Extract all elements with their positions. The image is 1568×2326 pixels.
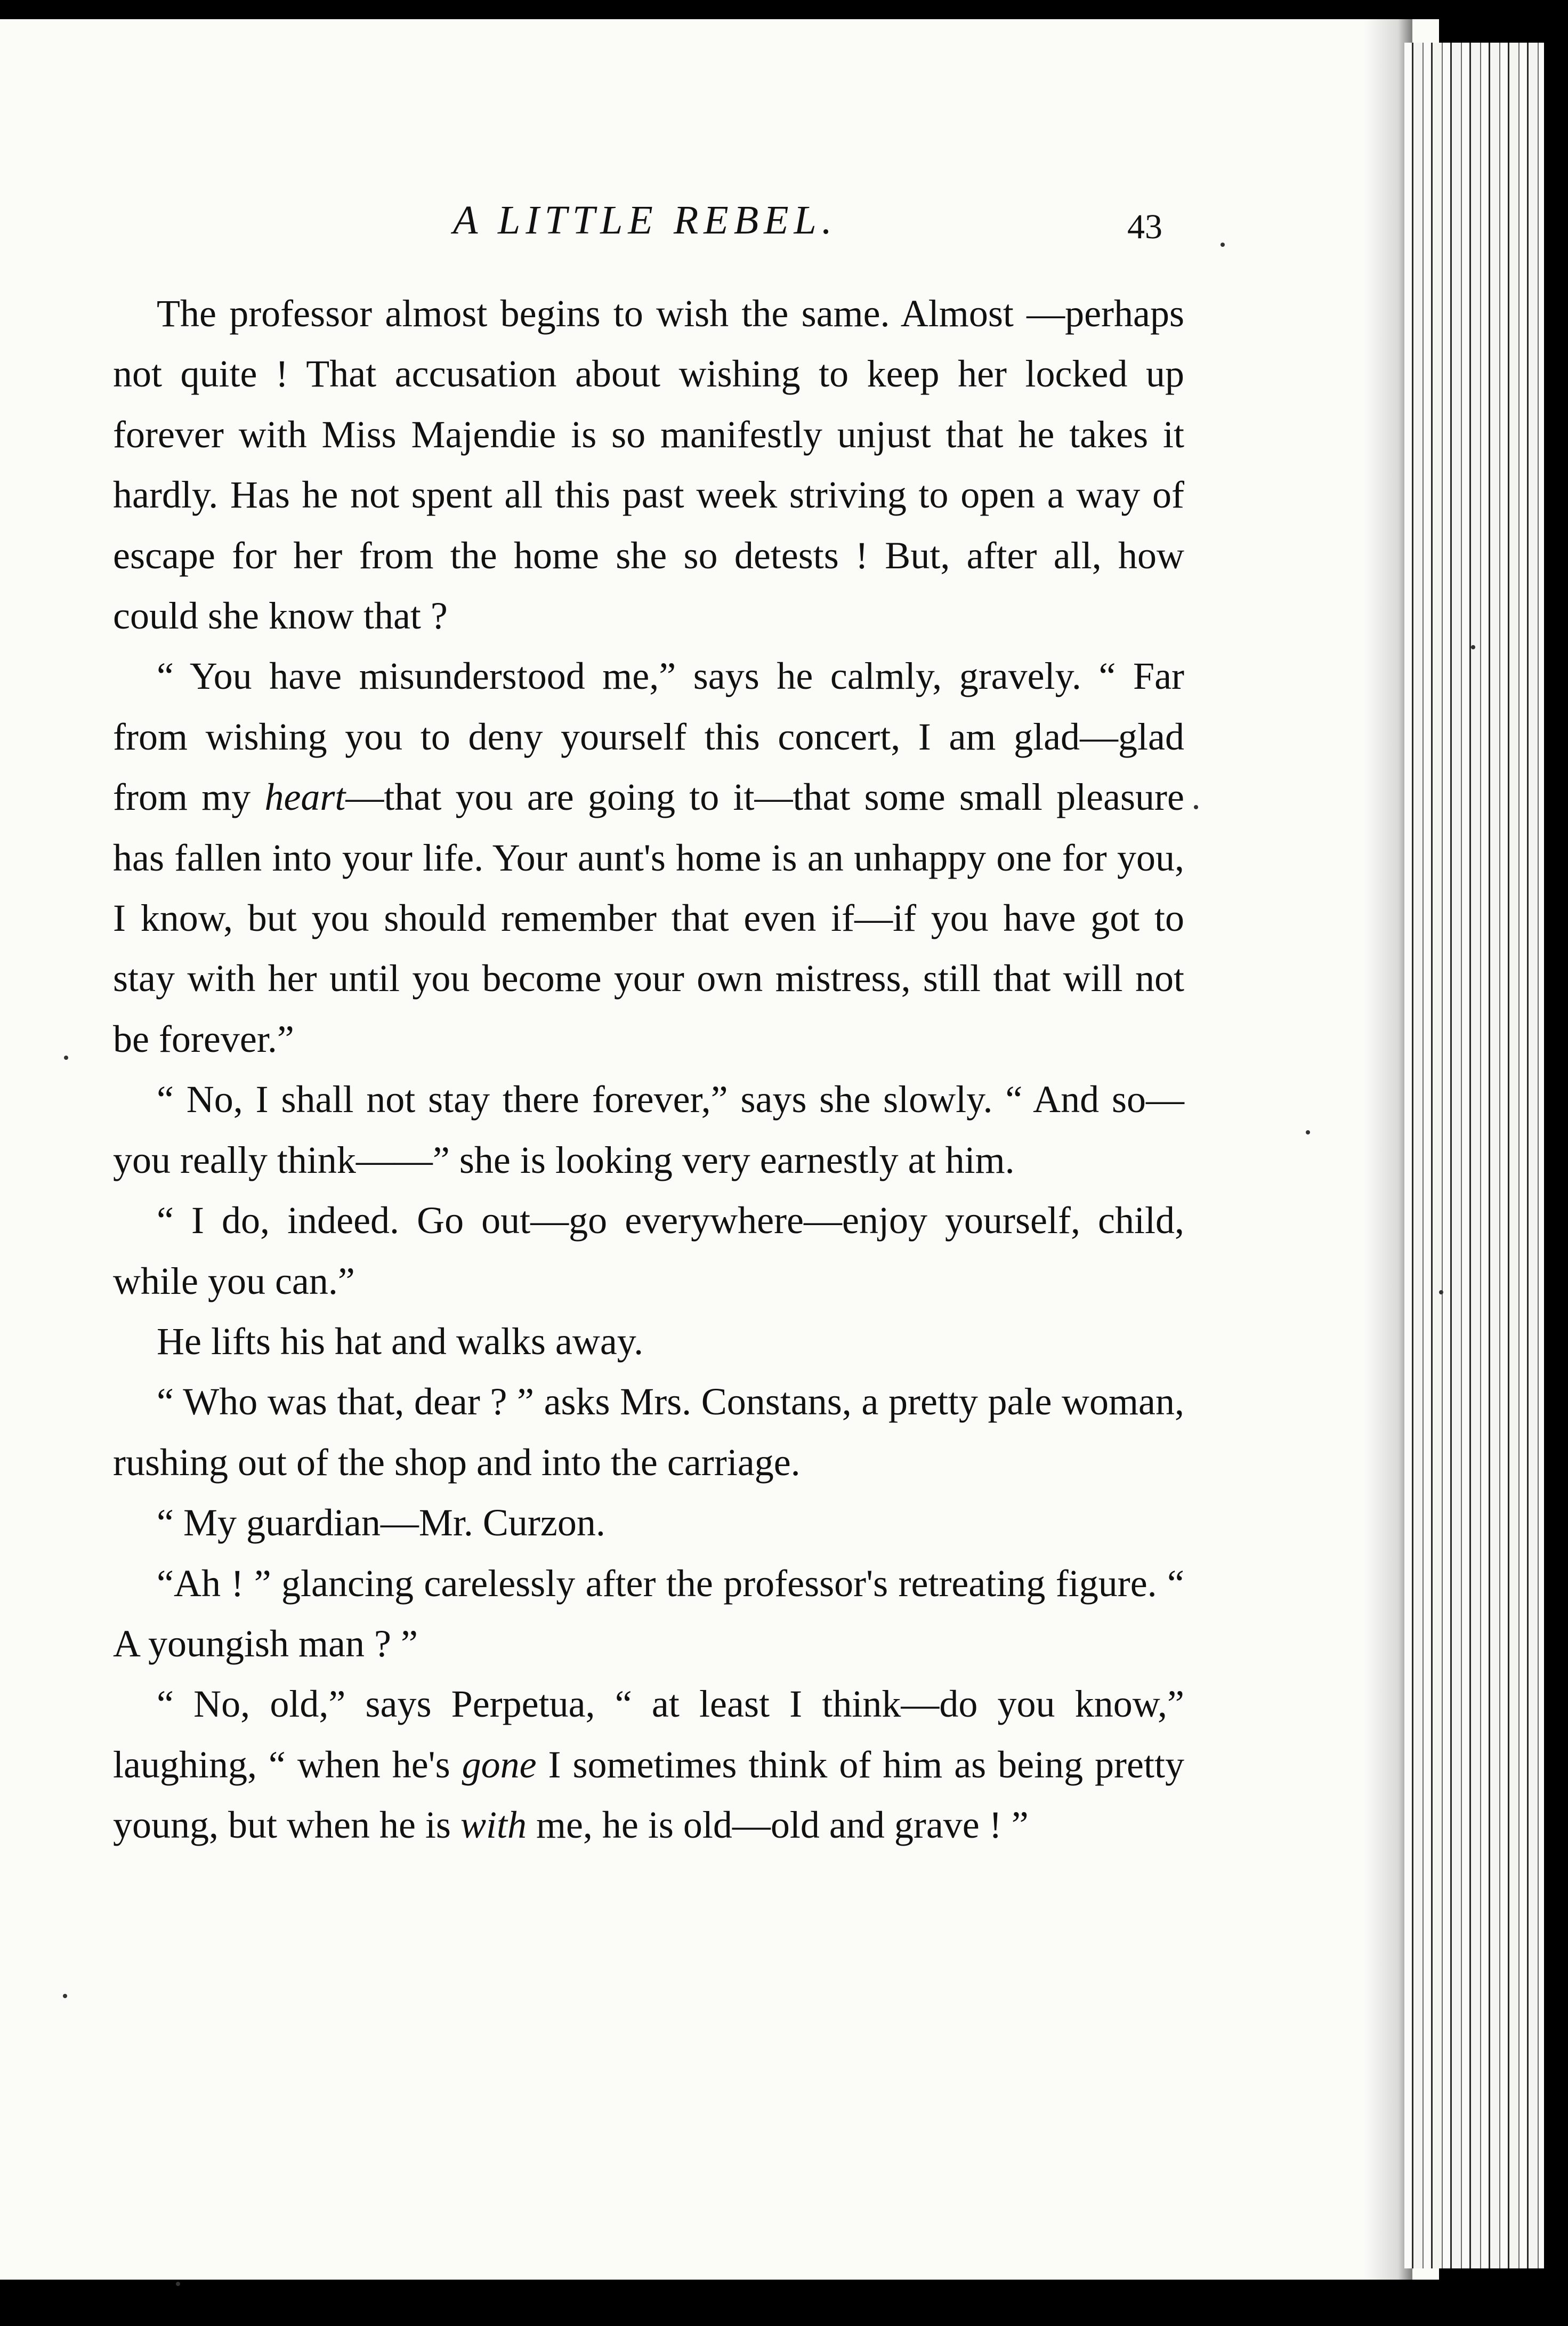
paragraph-text: “ Who was that, dear ? ” asks Mrs. Constans, a pretty pale woman, rushing out of the shop and into the carriage.	[113, 1380, 1184, 1484]
paragraph	[113, 646, 1184, 1069]
paragraph-text: I sometimes think of him as being pretty young, but when he is	[113, 1743, 1184, 1847]
paragraph	[113, 1069, 1184, 1190]
ink-speck	[1221, 243, 1225, 247]
italic-text: gone	[462, 1743, 537, 1786]
body-text	[113, 284, 1184, 1856]
paragraph-text: “ I do, indeed. Go out—go everywhere—enjoy yourself, child, while you can.”	[113, 1199, 1184, 1302]
paragraph-text: He lifts his hat and walks away.	[157, 1319, 644, 1363]
page-number: 43	[1127, 207, 1162, 246]
paragraph-text: “Ah ! ” glancing carelessly after the professor's retreating figure. “ A youngish man ? ”	[113, 1562, 1184, 1665]
ink-speck	[64, 1056, 68, 1060]
paragraph-text: —that you are going to it—that some small pleasure has fallen into your life. Your aunt's home is an unhappy one for you, I know, but you should remember that even if—if you have got to stay with her until you become your own mistress, still that will not be forever.”	[113, 776, 1184, 1060]
running-title: A LITTLE REBEL.	[453, 198, 837, 243]
page-edges	[1404, 43, 1544, 2268]
paragraph-text: “ You have misunderstood me,” says he calmly, gravely. “ Far from wishing you to deny yourself this concert, I am glad—glad from my	[113, 655, 1184, 819]
paragraph	[113, 1674, 1184, 1855]
paragraph-text: “ No, I shall not stay there forever,” says she slowly. “ And so—you really think——” she is looking very earnestly at him.	[113, 1078, 1184, 1181]
ink-speck	[176, 2282, 180, 2286]
paragraph	[113, 284, 1184, 646]
italic-text: with	[460, 1804, 527, 1847]
ink-speck	[1194, 805, 1198, 809]
paragraph	[113, 1311, 1184, 1372]
ink-speck	[1439, 1290, 1443, 1294]
paragraph-text: “ My guardian—Mr. Curzon.	[157, 1501, 605, 1544]
paragraph	[113, 1493, 1184, 1553]
paragraph-text: The professor almost begins to wish the same. Almost —perhaps not quite ! That accusation about wishing to keep her locked up forever with Miss Majendie is so manifestly unjust that he takes it hardly. Has he not spent all this past week striving to open a way of escape for her from the home she so detests ! But, after all, how could she know that ?	[113, 292, 1184, 638]
ink-speck	[1306, 1130, 1310, 1134]
paragraph-text: me, he is old—old and grave ! ”	[526, 1804, 1029, 1847]
paragraph-text: “ No, old,” says Perpetua, “ at least I think—do you know,” laughing, “ when he's	[113, 1683, 1184, 1786]
ink-speck	[63, 1994, 67, 1998]
ink-speck	[1471, 645, 1475, 649]
running-header	[0, 197, 1568, 261]
paragraph	[113, 1190, 1184, 1311]
paragraph	[113, 1372, 1184, 1493]
italic-text: heart	[264, 776, 346, 819]
paragraph	[113, 1554, 1184, 1675]
